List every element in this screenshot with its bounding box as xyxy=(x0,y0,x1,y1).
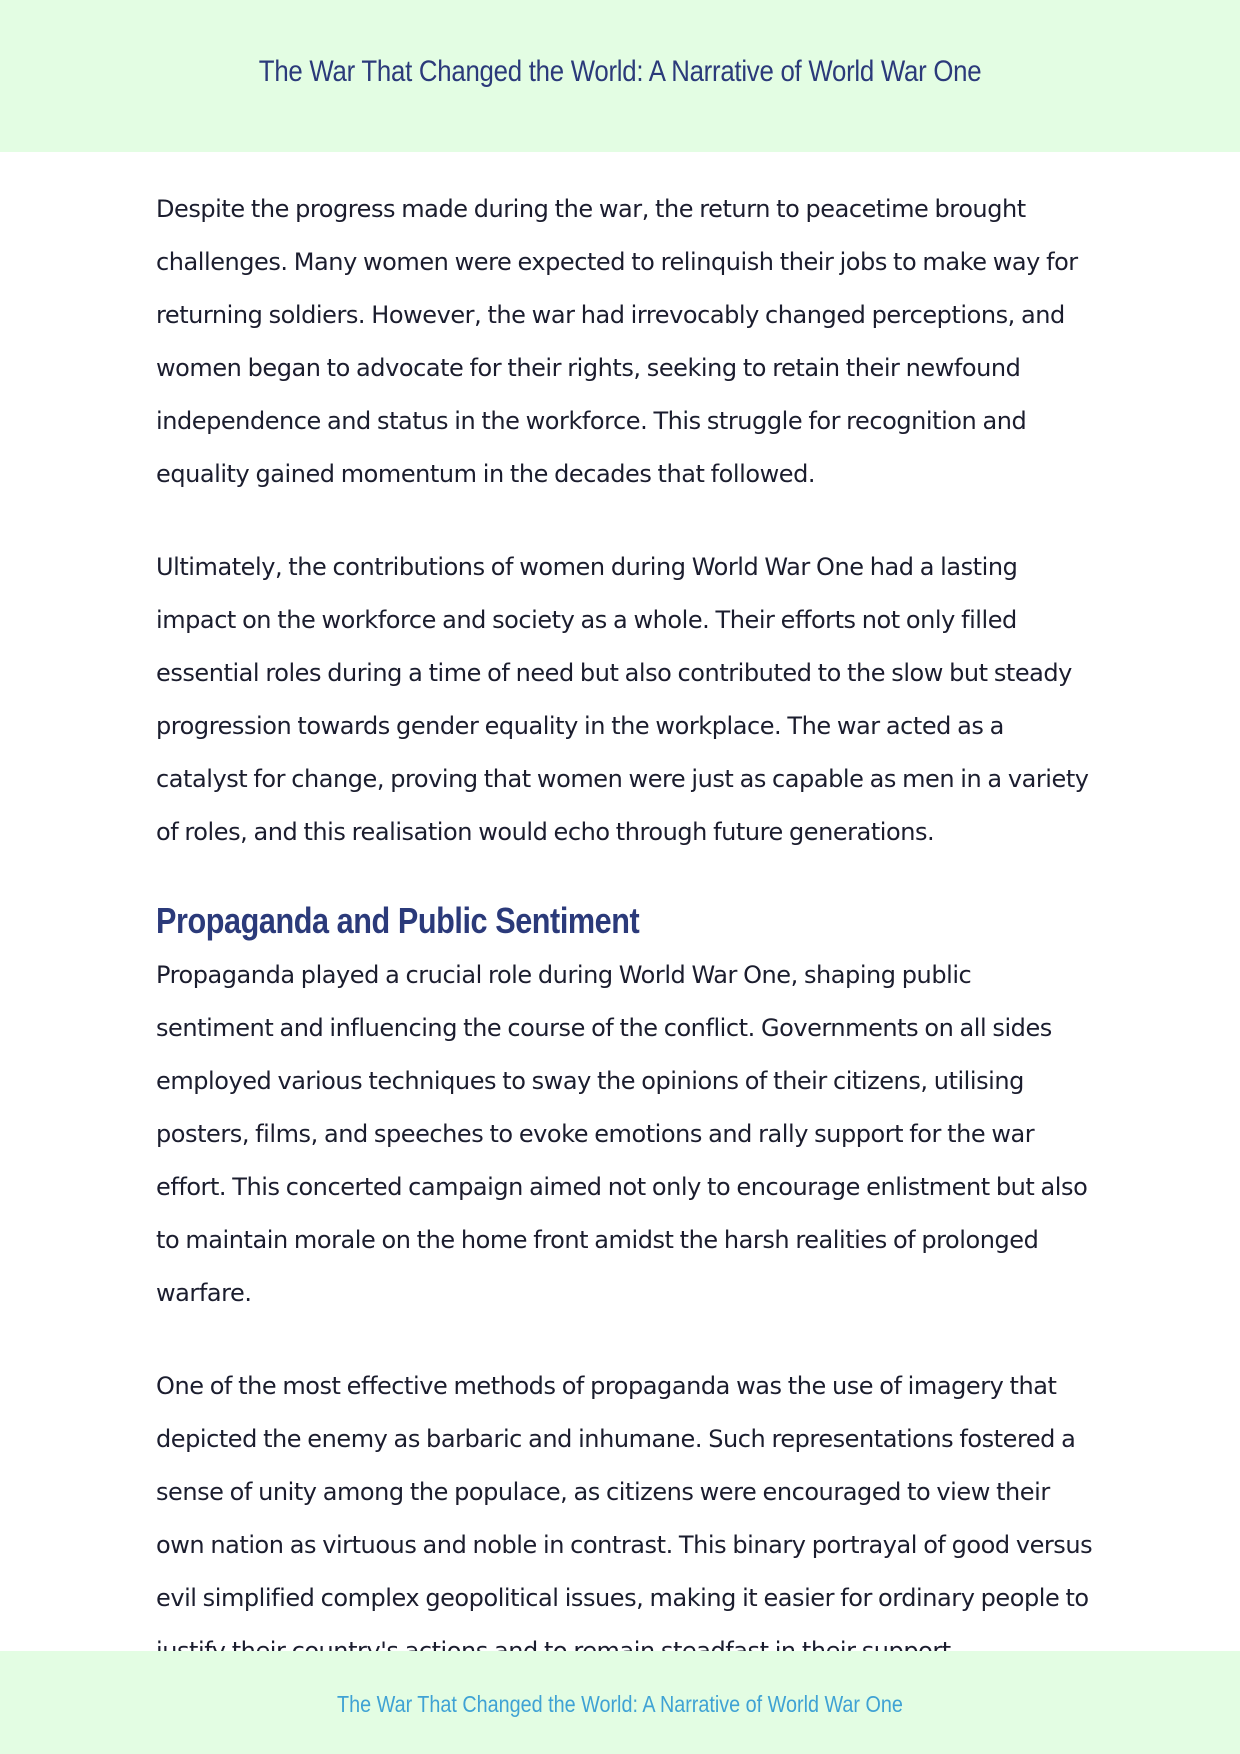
header-title: The War That Changed the World: A Narrative of World War One xyxy=(258,55,982,88)
paragraph-lasting-impact: Ultimately, the contributions of women during World War One had a lasting impact on the workforce and society as a whole. Their efforts not only filled essential roles during a time of need but also contributed to the slow but steady progression towards gender equality in the workplace. The war acted as a catalyst for change, proving that women were just as capable as men in a variety of roles, and this realisation would echo through future generations. xyxy=(156,553,1089,846)
paragraph-propaganda-role: Propaganda played a crucial role during World War One, shaping public sentiment and influencing the course of the conflict. Governments on all sides employed various techniques to sway the opinions of their citizens, utilising posters, films, and speeches to evoke emotions and rally support for the war effort. This concerted campaign aimed not only to encourage enlistment but also to maintain morale on the home front amidst the harsh realities of prolonged warfare. xyxy=(156,961,1088,1307)
page-header xyxy=(0,0,1240,152)
page-footer xyxy=(0,1651,1240,1754)
paragraph-postwar-challenges: Despite the progress made during the war, the return to peacetime brought challenges. Many women were expected to relinquish their jobs to make way for returning soldiers. However, the war had irrevocably changed perceptions, and women began to advocate for their rights, seeking to retain their newfound independence and status in the workforce. This struggle for recognition and equality gained momentum in the decades that followed. xyxy=(156,195,1078,488)
paragraph-propaganda-imagery: One of the most effective methods of propaganda was the use of imagery that depicted the enemy as barbaric and inhumane. Such representations fostered a sense of unity among the populace, as citizens were encouraged to view their own nation as virtuous and noble in contrast. This binary portrayal of good versus evil simplified complex geopolitical issues, making it easier for ordinary people to xyxy=(156,1372,1093,1612)
section-heading-propaganda: Propaganda and Public Sentiment xyxy=(156,900,640,941)
document-body xyxy=(156,183,1094,1718)
footer-title: The War That Changed the World: A Narrative of World War One xyxy=(337,1691,903,1717)
